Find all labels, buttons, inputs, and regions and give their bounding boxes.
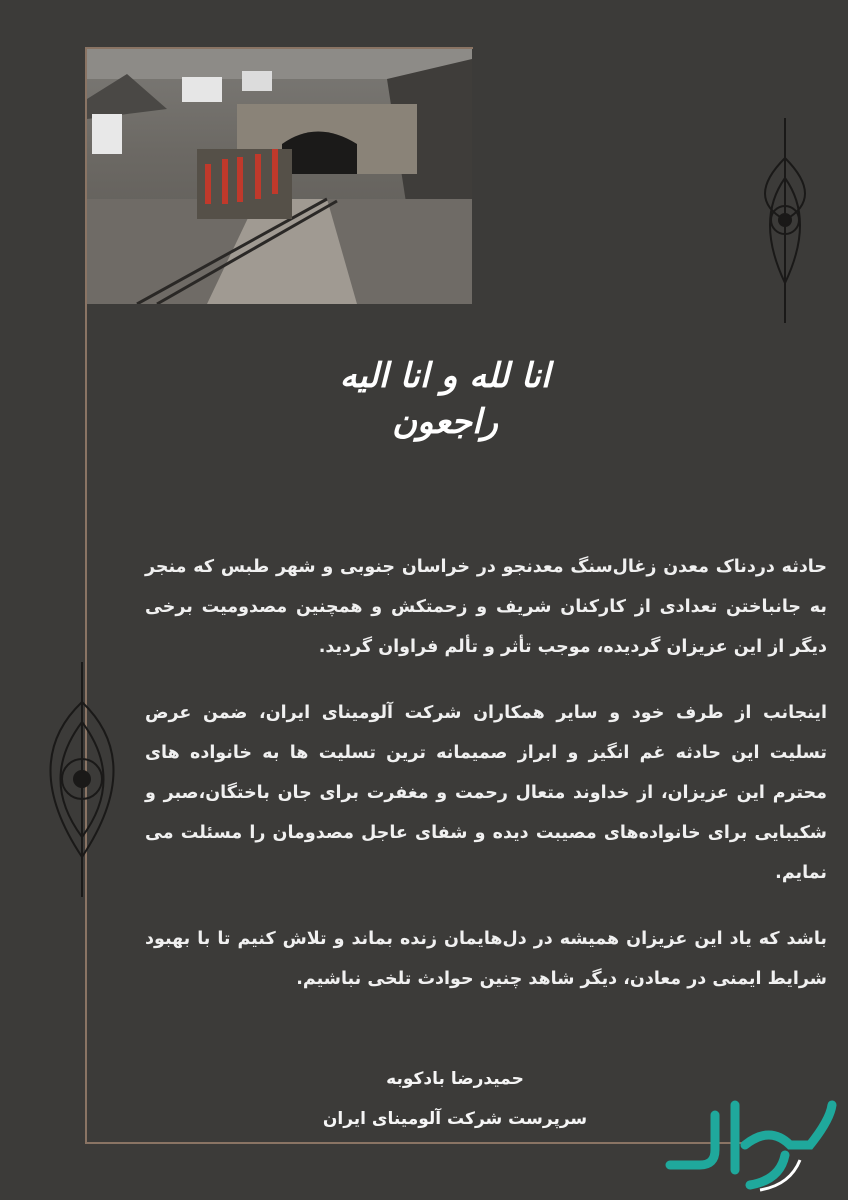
ornament-left-icon (15, 662, 150, 897)
letter-body (145, 547, 827, 1139)
frame-bottom-line (85, 1142, 745, 1144)
paragraph-2: اینجانب از طرف خود و سایر همکاران شرکت آلومینای ایران، ضمن عرض تسلیت این حادثه غم انگیز و ابراز صمیمانه ترین تسلیت ها به خانواده های محترم این عزیزان، از خداوند متعال رحمت و مغفرت برای جان باختگان،صبر و شکیبایی برای خانواده‌های مصیبت دیده و شفای عاجل مصدومان را مسئلت می نمایم. (145, 703, 827, 883)
paragraph-3: باشد که یاد این عزیزان همیشه در دل‌هایمان زنده بماند و تلاش کنیم تا با بهبود شرایط ایمنی در معادن، دیگر شاهد چنین حوادث تلخی نباشیم. (145, 929, 827, 989)
watermark-logo (660, 1085, 840, 1195)
signature-block (300, 1059, 610, 1139)
signature-title: سرپرست شرکت آلومینای ایران (322, 1109, 588, 1129)
signature-name: حمیدرضا بادکوبه (386, 1069, 524, 1089)
paragraph-1: حادثه دردناک معدن زغال‌سنگ معدنجو در خراسان جنوبی و شهر طبس که منجر به جانباختن تعدادی از کارکنان شریف و زحمتکش و همچنین مصدومیت برخی دیگر از این عزیزان گردیده، موجب تأثر و تألم فراوان گردید. (145, 557, 827, 657)
mine-entrance-photo (87, 49, 472, 304)
calligraphy-text: انا لله و انا الیه راجعون (339, 356, 551, 442)
ornament-right-icon (740, 118, 830, 323)
calligraphy-inna-lillah (300, 325, 590, 475)
